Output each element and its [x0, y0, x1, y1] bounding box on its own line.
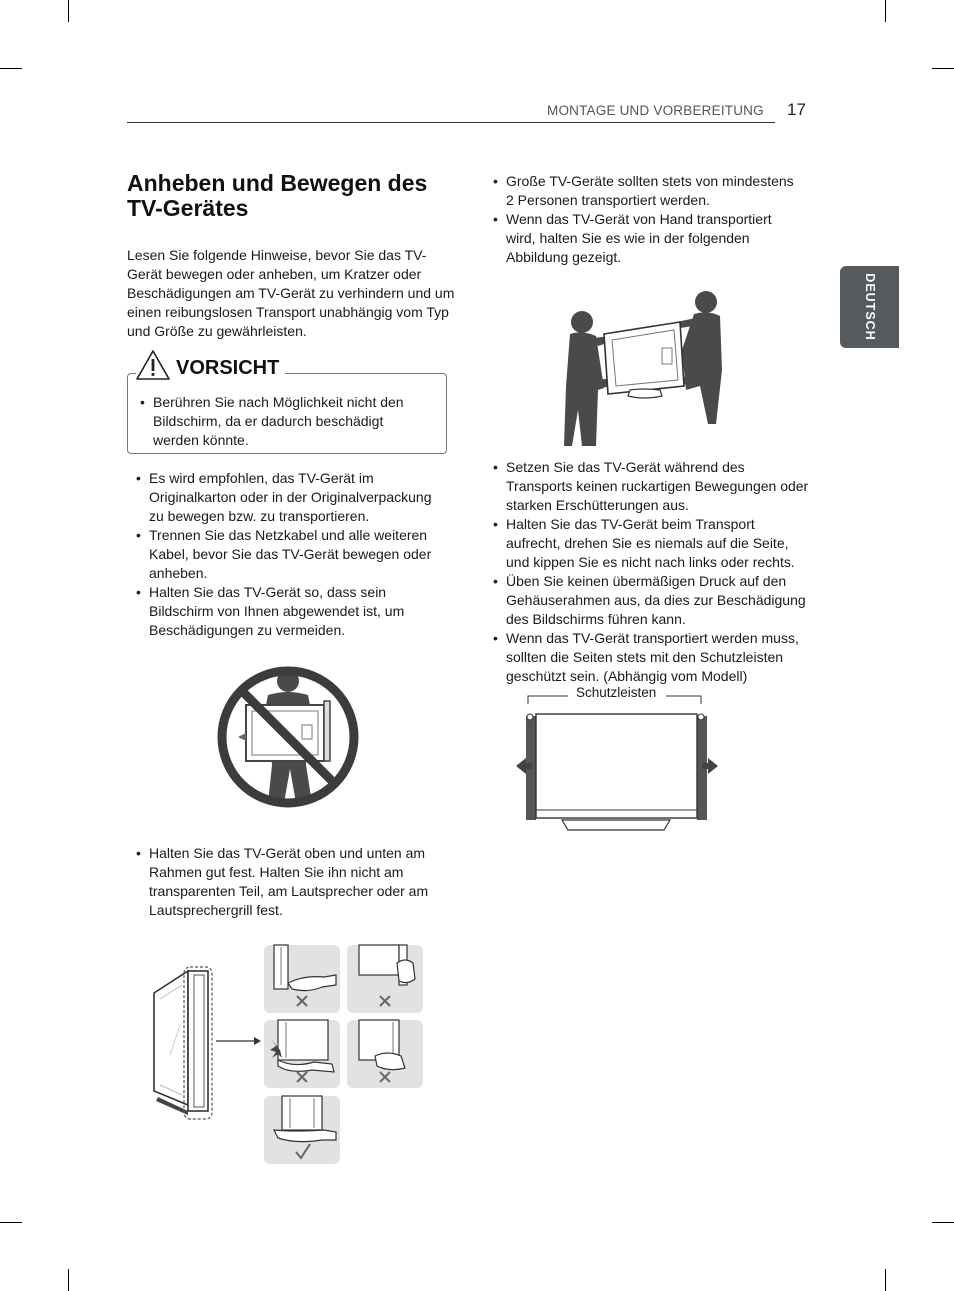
holding-panel-wrong-1	[264, 945, 340, 1013]
list-item: • Wenn das TV-Gerät von Hand transportiert wird, halten Sie es wie in der folgenden Abbildung gezeigt.	[493, 210, 805, 267]
section-header: MONTAGE UND VORBEREITUNG	[547, 103, 764, 118]
list-item: • Setzen Sie das TV-Gerät während des Transports keinen ruckartigen Bewegungen oder starken Erschütterungen aus.	[493, 458, 811, 515]
list-item: • Große TV-Geräte sollten stets von mindestens 2 Personen transportiert werden.	[493, 172, 805, 210]
crop-mark	[0, 1222, 22, 1223]
caution-list	[140, 393, 430, 450]
language-tab-label: DEUTSCH	[862, 273, 877, 341]
holding-panel-correct	[264, 1096, 340, 1164]
crop-mark	[885, 0, 886, 22]
list-item: • Trennen Sie das Netzkabel und alle weiteren Kabel, bevor Sie das TV-Gerät bewegen oder anheben.	[136, 526, 448, 583]
two-person-carry-illustration	[560, 290, 730, 448]
crop-mark	[68, 0, 69, 22]
list-item: • Halten Sie das TV-Gerät beim Transport aufrecht, drehen Sie es niemals auf die Seite, und kippen Sie es nicht nach links oder rechts.	[493, 515, 811, 572]
large-tv-tips-list	[493, 172, 805, 267]
list-item: • Üben Sie keinen übermäßigen Druck auf den Gehäuserahmen aus, da dies zur Beschädigung des Bildschirms führen kann.	[493, 572, 811, 629]
page-title: Anheben und Bewegen des TV-Gerätes	[127, 170, 428, 221]
intro-paragraph: Lesen Sie folgende Hinweise, bevor Sie das TV-Gerät bewegen oder anheben, um Kratzer oder Beschädigungen am TV-Gerät zu verhindern und um einen reibungslosen Transport unabhängig vom Typ und Größe zu gewährleisten.	[127, 247, 455, 339]
caution-heading	[136, 350, 285, 380]
tv-side-view-illustration	[150, 965, 260, 1125]
no-symbol-illustration	[216, 665, 360, 809]
figure-label: Schutzleisten	[572, 685, 660, 700]
warning-triangle-icon	[136, 350, 170, 380]
crop-mark	[932, 68, 954, 69]
crop-mark	[932, 1222, 954, 1223]
caution-title: VORSICHT	[176, 357, 280, 379]
page-number: 17	[787, 100, 806, 119]
crop-mark	[68, 1269, 69, 1291]
crop-mark	[885, 1269, 886, 1291]
list-item: • Wenn das TV-Gerät transportiert werden muss, sollten die Seiten stets mit den Schutzleisten geschützt sein. (Abhängig vom Modell)	[493, 629, 811, 686]
list-item: • Berühren Sie nach Möglichkeit nicht den Bildschirm, da er dadurch beschädigt werden könnte.	[140, 393, 430, 450]
list-item: • Halten Sie das TV-Gerät so, dass sein Bildschirm von Ihnen abgewendet ist, um Beschädigungen zu vermeiden.	[136, 583, 448, 640]
list-item: • Halten Sie das TV-Gerät oben und unten am Rahmen gut fest. Halten Sie ihn nicht am transparenten Teil, am Lautsprecher oder am Lautsprechergrill fest.	[136, 844, 448, 920]
protective-strips-figure	[512, 690, 722, 835]
holding-tips-list	[136, 844, 448, 920]
transport-tips-list	[136, 469, 448, 640]
holding-panel-wrong-4	[347, 1020, 423, 1088]
holding-panel-wrong-3	[264, 1020, 340, 1088]
crop-mark	[0, 68, 22, 69]
holding-panel-wrong-2	[347, 945, 423, 1013]
language-tab	[840, 266, 899, 348]
header-divider	[127, 122, 775, 123]
list-item: • Es wird empfohlen, das TV-Gerät im Originalkarton oder in der Originalverpackung zu bewegen bzw. zu transportieren.	[136, 469, 448, 526]
handling-tips-list	[493, 458, 811, 686]
